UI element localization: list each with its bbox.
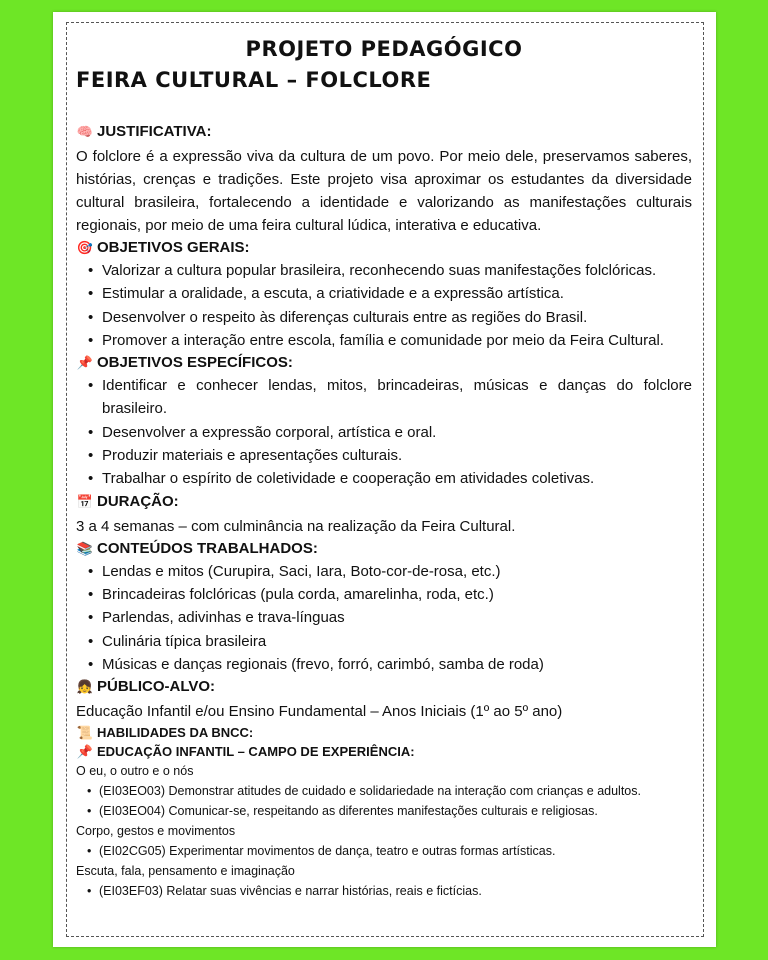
section-heading-educacao-infantil — [76, 742, 692, 761]
target-icon: 🎯 — [76, 240, 94, 255]
section-heading-conteudos — [76, 538, 692, 560]
list-item: • Lendas e mitos (Curupira, Saci, Iara, Boto-cor-de-rosa, etc.) — [102, 560, 692, 583]
list-item: • Identificar e conhecer lendas, mitos, brincadeiras, músicas e danças do folclore brasileiro. — [102, 374, 692, 421]
page-title: PROJETO PEDAGÓGICO — [245, 37, 523, 61]
pushpin-icon: 📌 — [76, 744, 94, 760]
list-item: • Produzir materiais e apresentações culturais. — [102, 444, 692, 467]
section-heading-objetivos-especificos — [76, 352, 692, 374]
list-item: • Músicas e danças regionais (frevo, forró, carimbó, samba de roda) — [102, 653, 692, 676]
section-heading-label: DURAÇÃO: — [97, 492, 179, 510]
publico-text: Educação Infantil e/ou Ensino Fundamental – Anos Iniciais (1º ao 5º ano) — [76, 703, 563, 721]
document-content — [76, 32, 692, 901]
list-item: • (EI02CG05) Experimentar movimentos de dança, teatro e outras formas artísticas. — [99, 841, 692, 861]
justificativa-text: O folclore é a expressão viva da cultura de um povo. Por meio dele, preservamos saberes, histórias, crenças e tradições. Este projeto visa aproximar os estudantes da diversidade cultural brasileira, fortalecendo a identidade e valorizando as manifestações culturais regionais, por meio de uma feira cultural lúdica, interativa e educativa. — [76, 148, 692, 234]
section-heading-label: OBJETIVOS GERAIS: — [97, 239, 250, 256]
calendar-icon: 📅 — [76, 493, 94, 509]
section-heading-label: PÚBLICO-ALVO: — [97, 678, 216, 696]
campo-label: O eu, o outro e o nós — [76, 764, 194, 779]
list-item: • Desenvolver a expressão corporal, artística e oral. — [102, 421, 692, 444]
campo-list — [76, 841, 692, 861]
section-heading-label: JUSTIFICATIVA: — [97, 123, 212, 140]
list-item: • (EI03EF03) Relatar suas vivências e narrar histórias, reais e fictícias. — [99, 881, 692, 901]
list-item: • Culinária típica brasileira — [102, 630, 692, 653]
objetivos-especificos-list — [76, 374, 692, 490]
list-item: • Promover a interação entre escola, família e comunidade por meio da Feira Cultural. — [102, 329, 692, 352]
list-item: • Estimular a oralidade, a escuta, a criatividade e a expressão artística. — [102, 282, 692, 305]
campo-label: Escuta, fala, pensamento e imaginação — [76, 864, 295, 879]
books-icon: 📚 — [76, 540, 94, 556]
section-heading-label: HABILIDADES DA BNCC: — [97, 725, 254, 741]
duracao-text: 3 a 4 semanas – com culminância na realização da Feira Cultural. — [76, 517, 516, 535]
objetivos-gerais-list — [76, 259, 692, 352]
child-icon: 👧 — [76, 679, 94, 695]
section-heading-label: CONTEÚDOS TRABALHADOS: — [97, 539, 318, 557]
conteudos-list — [76, 560, 692, 676]
list-item: • Parlendas, adivinhas e trava-línguas — [102, 606, 692, 629]
campo-list — [76, 781, 692, 821]
section-heading-bncc — [76, 723, 692, 742]
list-item: • Brincadeiras folclóricas (pula corda, amarelinha, roda, etc.) — [102, 583, 692, 606]
pushpin-icon: 📌 — [76, 355, 94, 371]
page-subtitle: FEIRA CULTURAL – FOLCLORE — [76, 68, 432, 92]
section-heading-duracao — [76, 491, 692, 513]
scroll-icon: 📜 — [76, 725, 94, 741]
list-item: • Trabalhar o espírito de coletividade e cooperação em atividades coletivas. — [102, 467, 692, 490]
list-item: • (EI03EO03) Demonstrar atitudes de cuidado e solidariedade na interação com crianças e adultos. — [99, 781, 692, 801]
document-page — [53, 12, 716, 947]
campo-list — [76, 881, 692, 901]
brain-icon: 🧠 — [76, 124, 94, 139]
section-heading-objetivos-gerais — [76, 237, 692, 259]
section-heading-justificativa — [76, 121, 692, 143]
section-heading-label: EDUCAÇÃO INFANTIL – CAMPO DE EXPERIÊNCIA: — [97, 744, 415, 760]
list-item: • Desenvolver o respeito às diferenças culturais entre as regiões do Brasil. — [102, 306, 692, 329]
section-heading-label: OBJETIVOS ESPECÍFICOS: — [97, 354, 293, 372]
list-item: • Valorizar a cultura popular brasileira, reconhecendo suas manifestações folclóricas. — [102, 259, 692, 282]
section-heading-publico-alvo — [76, 676, 692, 698]
list-item: • (EI03EO04) Comunicar-se, respeitando as diferentes manifestações culturais e religiosas. — [99, 801, 692, 821]
campo-label: Corpo, gestos e movimentos — [76, 824, 236, 839]
